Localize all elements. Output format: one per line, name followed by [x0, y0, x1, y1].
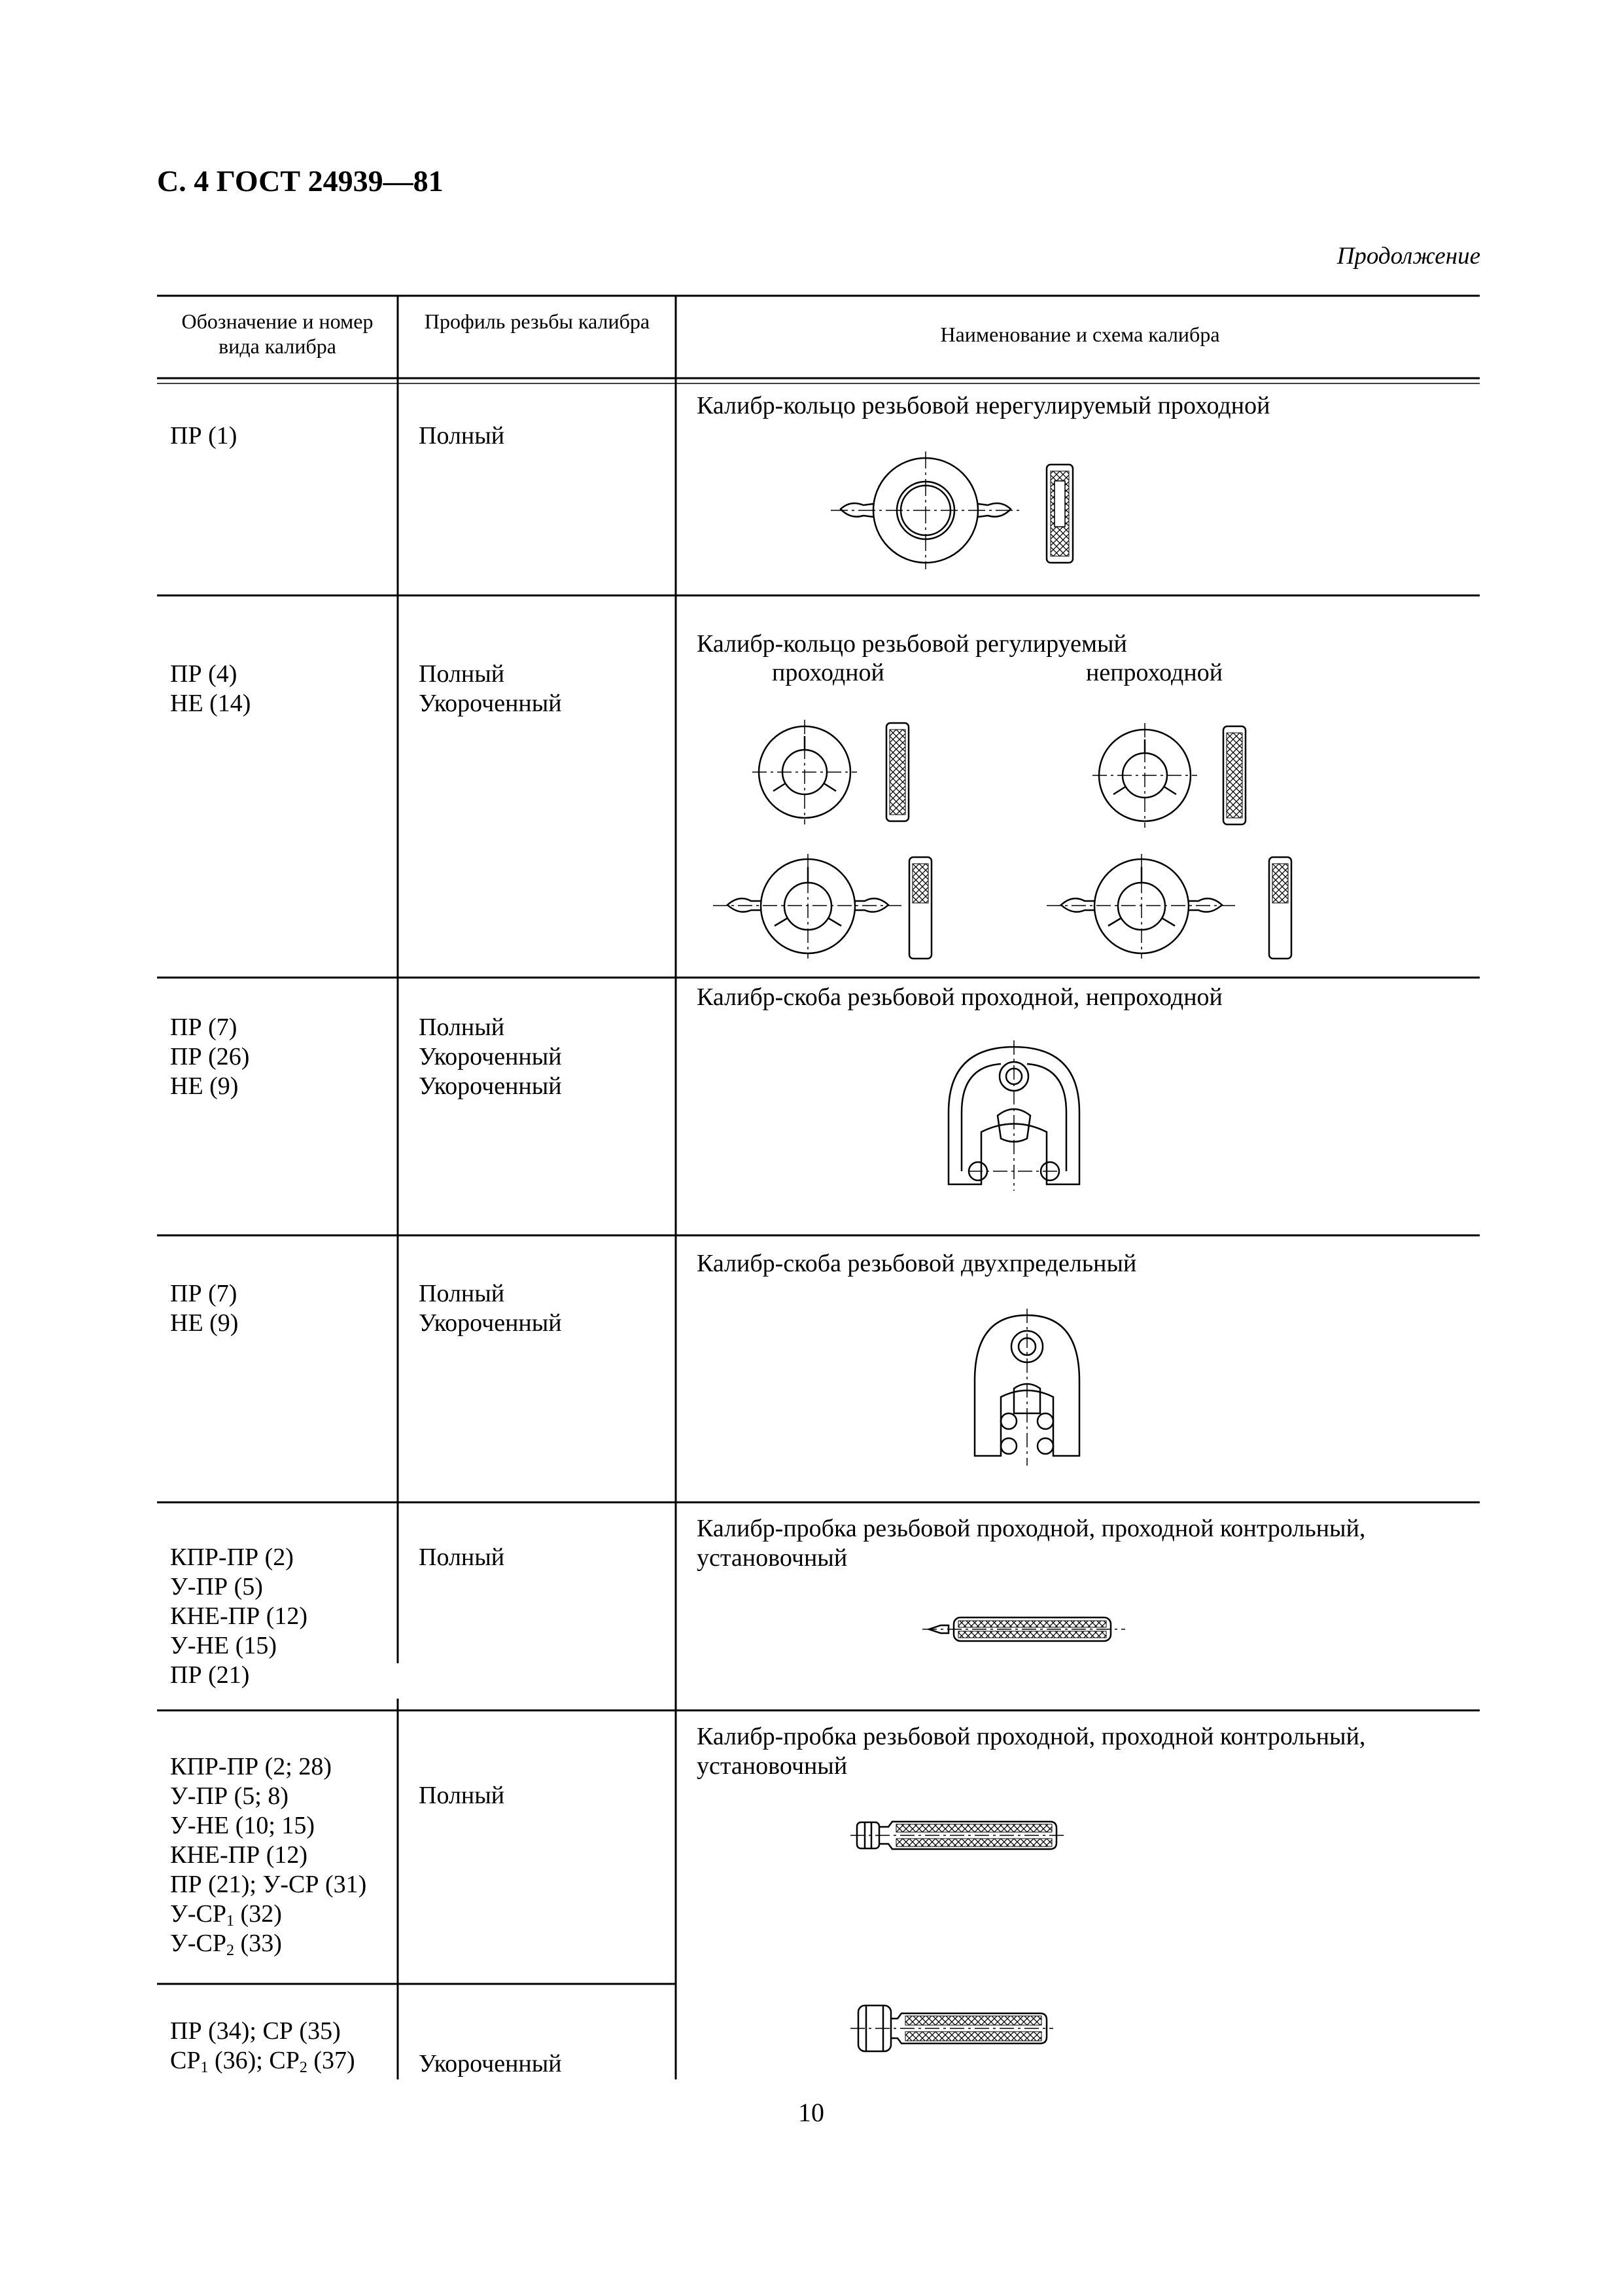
- designation-cell: ПР (4): [170, 660, 237, 688]
- designation-cell: [170, 1870, 366, 1899]
- profile-cell: Полный: [419, 1782, 505, 1809]
- page-number: 10: [798, 2098, 824, 2127]
- designation-cell: ПР (26): [170, 1043, 250, 1070]
- designation-text: СР: [170, 2047, 201, 2074]
- snap-gauge-double-limit-drawing: [962, 1309, 1092, 1472]
- continuation-label: Продолжение: [1336, 243, 1480, 270]
- designation-text: (32): [234, 1900, 282, 1928]
- gauge-name: Калибр-пробка резьбовой проходной, проходной контрольный,: [697, 1515, 1366, 1542]
- designation-text: У-НЕ (10; 15): [170, 1812, 315, 1839]
- designation-cell: У-ПР (5): [170, 1573, 263, 1600]
- profile-cell: Полный: [419, 422, 505, 450]
- designation-cell: [170, 1752, 332, 1782]
- designation-cell: ПР (7): [170, 1280, 237, 1307]
- plug-gauge-with-handle-drawing: [850, 1806, 1066, 1865]
- subscript: 2: [226, 1942, 235, 1959]
- profile-cell: Полный: [419, 1544, 505, 1571]
- designation-cell: НЕ (9): [170, 1309, 239, 1337]
- profile-cell: Полный: [419, 1014, 505, 1041]
- designation-text: СР: [269, 2047, 300, 2074]
- column-header-name: Наименование и схема калибра: [940, 323, 1220, 346]
- designation-cell: ПР (21): [170, 1661, 250, 1689]
- subscript: 1: [200, 2059, 209, 2076]
- plug-gauge-short-drawing: [850, 1992, 1053, 2064]
- subscript: 1: [226, 1913, 235, 1930]
- ring-gauge-fixed-drawing: [824, 451, 1099, 582]
- designation-cell: НЕ (14): [170, 690, 251, 717]
- gauge-name: Калибр-скоба резьбовой двухпредельный: [697, 1250, 1137, 1277]
- designation-cell: У-НЕ (15): [170, 1632, 277, 1659]
- profile-cell: Укороченный: [419, 1072, 562, 1100]
- designation-text: ПР (34); СР (35): [170, 2017, 341, 2045]
- column-header-designation: Обозначение и номер вида калибра: [181, 309, 374, 358]
- profile-cell: Полный: [419, 660, 505, 688]
- designation-cell: [170, 2046, 355, 2083]
- designation-text: У-СР: [170, 1930, 227, 1957]
- designation-text: ПР (21); У-СР (31): [170, 1871, 367, 1898]
- designation-cell: [170, 1841, 307, 1870]
- designation-text: (37): [307, 2047, 355, 2074]
- gauge-name: Калибр-пробка резьбовой проходной, проходной контрольный,: [697, 1723, 1366, 1750]
- designation-cell: ПР (1): [170, 422, 237, 450]
- designation-cell: КНЕ-ПР (12): [170, 1602, 308, 1630]
- designation-cell: [170, 1782, 288, 1811]
- profile-cell: Укороченный: [419, 1309, 562, 1337]
- column-header-profile: Профиль резьбы калибра: [424, 309, 650, 333]
- gauge-name: установочный: [697, 1752, 848, 1780]
- designation-cell: [170, 2017, 341, 2046]
- designation-cell: ПР (7): [170, 1014, 237, 1041]
- designation-text: (33): [234, 1930, 282, 1957]
- profile-cell: Укороченный: [419, 690, 562, 717]
- document-header: С. 4 ГОСТ 24939—81: [157, 164, 444, 198]
- designation-cell: [170, 1929, 282, 1966]
- subscript: 2: [299, 2059, 307, 2076]
- gauge-name: Калибр-скоба резьбовой проходной, непроходной: [697, 983, 1223, 1011]
- profile-cell: Полный: [419, 1280, 505, 1307]
- designation-text: КНЕ-ПР (12): [170, 1841, 308, 1869]
- plug-gauge-drawing: [922, 1603, 1132, 1655]
- ring-gauge-adjustable-drawing: [713, 710, 1328, 972]
- profile-cell: Укороченный: [419, 1043, 562, 1070]
- profile-cell: Укороченный: [419, 2050, 562, 2077]
- designation-text: У-СР: [170, 1900, 227, 1928]
- gauge-sublabel-nogo: непроходной: [1086, 659, 1223, 686]
- designation-cell: [170, 1811, 315, 1841]
- designation-cell: НЕ (9): [170, 1072, 239, 1100]
- snap-gauge-drawing: [929, 1040, 1099, 1197]
- designation-text: (36);: [208, 2047, 270, 2074]
- gauge-name: установочный: [697, 1544, 848, 1572]
- designation-text: У-ПР (5; 8): [170, 1782, 289, 1810]
- gauge-name: Калибр-кольцо резьбовой регулируемый: [697, 630, 1127, 658]
- designation-cell: КПР-ПР (2): [170, 1544, 294, 1571]
- gauge-sublabel-go: проходной: [772, 659, 884, 686]
- gauge-name: Калибр-кольцо резьбовой нерегулируемый проходной: [697, 392, 1270, 419]
- designation-text: КПР-ПР (2; 28): [170, 1753, 332, 1780]
